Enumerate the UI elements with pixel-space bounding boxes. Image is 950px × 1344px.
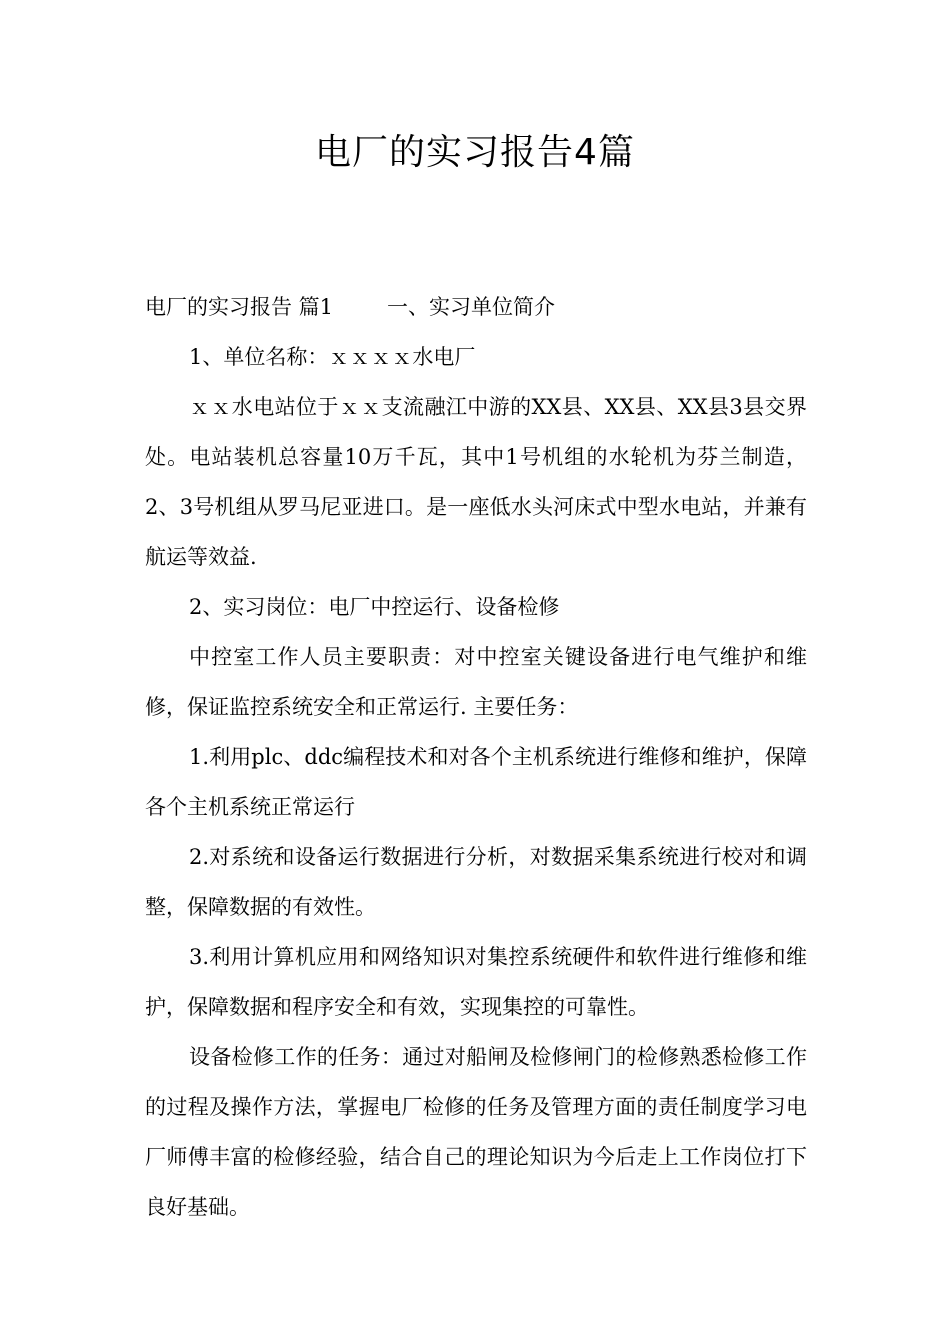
report-heading: 电厂的实习报告 篇1 [145, 295, 334, 319]
paragraph-task-1: 1.利用plc、ddc编程技术和对各个主机系统进行维修和维护，保障各个主机系统正常运行 [145, 745, 807, 819]
section-heading: 一、实习单位简介 [387, 295, 556, 319]
paragraph-task-2: 2.对系统和设备运行数据进行分析，对数据采集系统进行校对和调整，保障数据的有效性。 [145, 845, 807, 919]
paragraph-unit-name: 1、单位名称：ｘｘｘｘ水电厂 [189, 345, 476, 369]
paragraph-task-3: 3.利用计算机应用和网络知识对集控系统硬件和软件进行维修和维护，保障数据和程序安全和有效，实现集控的可靠性。 [145, 945, 807, 1019]
document-body [145, 282, 807, 1232]
document-title: 电厂的实习报告4篇 [315, 132, 635, 173]
paragraph-control-room-duties: 中控室工作人员主要职责：对中控室关键设备进行电气维护和维修，保证监控系统安全和正常运行. 主要任务： [145, 645, 807, 719]
report-heading-line [145, 282, 807, 332]
paragraph-station-intro: ｘｘ水电站位于ｘｘ支流融江中游的XX县、XX县、XX县3县交界处。电站装机总容量10万千瓦，其中1号机组的水轮机为芬兰制造，2、3号机组从罗马尼亚进口。是一座低水头河床式中型水电站，并兼有航运等效益. [145, 395, 807, 569]
paragraph-internship-position: 2、实习岗位：电厂中控运行、设备检修 [189, 595, 560, 619]
paragraph-maintenance-tasks: 设备检修工作的任务：通过对船闸及检修闸门的检修熟悉检修工作的过程及操作方法，掌握电厂检修的任务及管理方面的责任制度学习电厂师傅丰富的检修经验，结合自己的理论知识为今后走上工作岗位打下良好基础。 [145, 1045, 807, 1219]
